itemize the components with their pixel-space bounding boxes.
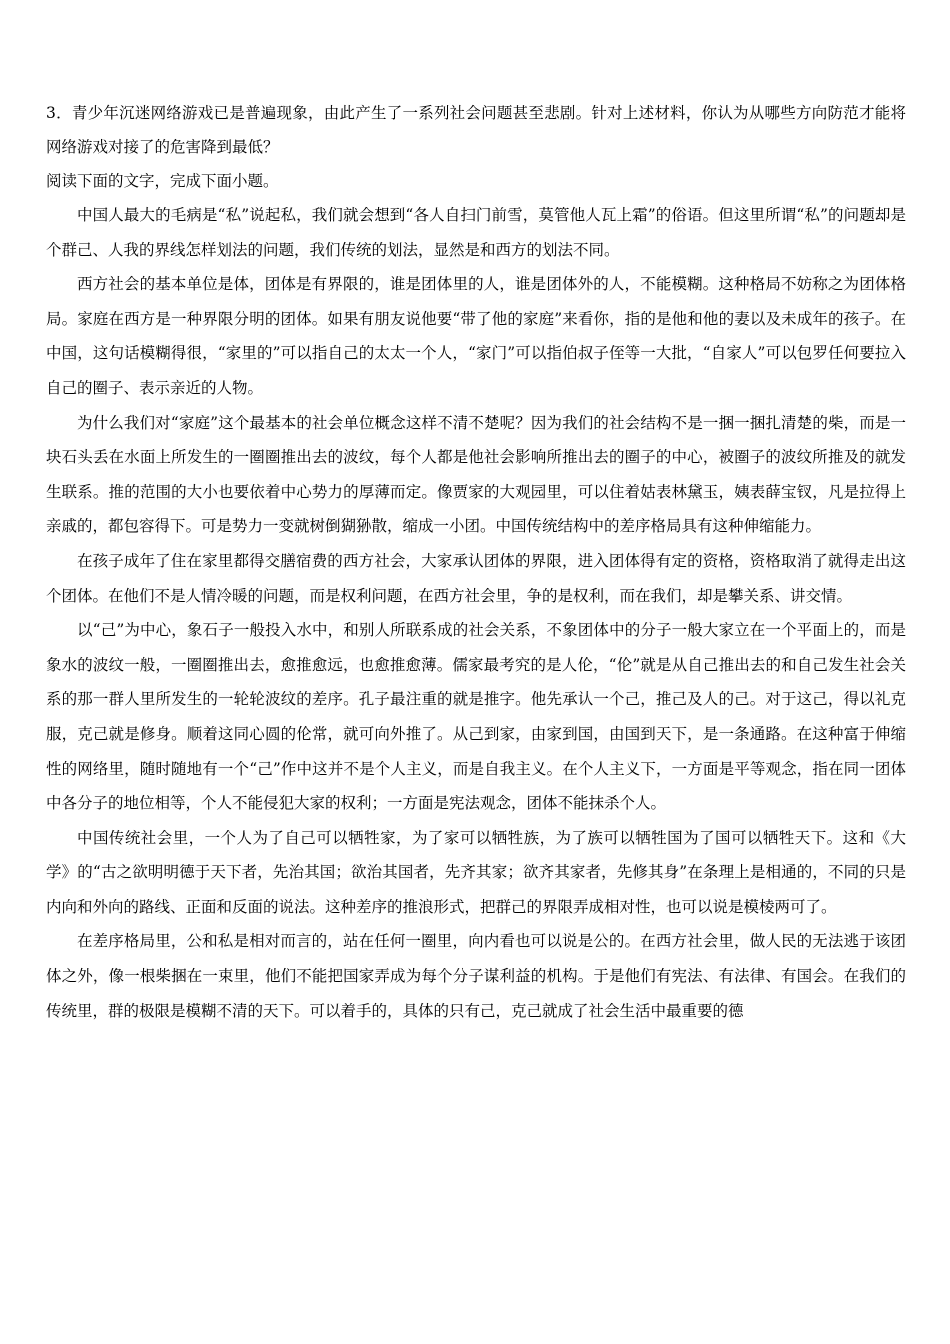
passage-paragraph: 以“己”为中心，象石子一般投入水中，和别人所联系成的社会关系，不象团体中的分子一般大家立在一个平面上的，而是象水的波纹一般，一圈圈推出去，愈推愈远，也愈推愈薄。儒家最考究的是人伦，“伦”就是从自己推出去的和自己发生社会关系的那一群人里所发生的一轮轮波纹的差序。孔子最注重的就是推字。他先承认一个己，推己及人的己。对于这己，得以礼克服，克己就是修身。顺着这同心圆的伦常，就可向外推了。从己到家，由家到国，由国到天下，是一条通路。在这种富于伸缩性的网络里，随时随地有一个“己”作中这并不是个人主义，而是自我主义。在个人主义下，一方面是平等观念，指在同一团体中各分子的地位相等，个人不能侵犯大家的权利；一方面是宪法观念，团体不能抹杀个人。 [46, 621, 906, 813]
document-page [46, 96, 906, 1028]
passage-paragraph: 中国人最大的毛病是“私”说起私，我们就会想到“各人自扫门前雪，莫管他人瓦上霜”的俗语。但这里所谓“私”的问题却是个群己、人我的界线怎样划法的问题，我们传统的划法，显然是和西方的划法不同。 [46, 206, 906, 259]
question-3: 3．青少年沉迷网络游戏已是普遍现象，由此产生了一系列社会问题甚至悲剧。针对上述材料，你认为从哪些方向防范才能将网络游戏对接了的危害降到最低？ [46, 104, 906, 156]
passage-paragraph: 在孩子成年了住在家里都得交膳宿费的西方社会，大家承认团体的界限，进入团体得有定的资格，资格取消了就得走出这个团体。在他们不是人情冷暖的问题，而是权利问题，在西方社会里，争的是权利，而在我们，却是攀关系、讲交情。 [46, 551, 906, 605]
passage-paragraph: 在差序格局里，公和私是相对而言的，站在任何一圈里，向内看也可以说是公的。在西方社会里，做人民的无法逃于该团体之外，像一根柴捆在一束里，他们不能把国家弄成为每个分子谋利益的机构。于是他们有宪法、有法律、有国会。在我们的传统里，群的极限是模糊不清的天下。可以着手的，具体的只有己，克己就成了社会生活中最重要的德 [46, 932, 906, 1020]
reading-instruction: 阅读下面的文字，完成下面小题。 [46, 172, 279, 190]
passage-paragraph: 西方社会的基本单位是体，团体是有界限的，谁是团体里的人，谁是团体外的人，不能模糊。这种格局不妨称之为团体格局。家庭在西方是一种界限分明的团体。如果有朋友说他要“带了他的家庭”来看你，指的是他和他的妻以及未成年的孩子。在中国，这句话模糊得很，“家里的”可以指自己的太太一个人，“家门”可以指伯叔子侄等一大批，“自家人”可以包罗任何要拉入自己的圈子、表示亲近的人物。 [46, 275, 906, 397]
passage-paragraph: 为什么我们对“家庭”这个最基本的社会单位概念这样不清不楚呢？因为我们的社会结构不是一捆一捆扎清楚的柴，而是一块石头丢在水面上所发生的一圈圈推出去的波纹，每个人都是他社会影响所推出去的圈子的中心，被圈子的波纹所推及的就发生联系。推的范围的大小也要依着中心势力的厚薄而定。像贾家的大观园里，可以住着姑表林黛玉，姨表薛宝钗，凡是拉得上亲戚的，都包容得下。可是势力一变就树倒猢狲散，缩成一小团。中国传统结构中的差序格局具有这种伸缩能力。 [46, 413, 906, 536]
passage-paragraph: 中国传统社会里，一个人为了自己可以牺牲家，为了家可以牺牲族，为了族可以牺牲国为了国可以牺牲天下。这和《大学》的“古之欲明明德于天下者，先治其国；欲治其国者，先齐其家；欲齐其家者，先修其身”在条理上是相通的，不同的只是内向和外向的路线、正面和反面的说法。这种差序的推浪形式，把群己的界限弄成相对性，也可以说是模棱两可了。 [46, 828, 906, 916]
reading-passage [46, 198, 906, 1028]
